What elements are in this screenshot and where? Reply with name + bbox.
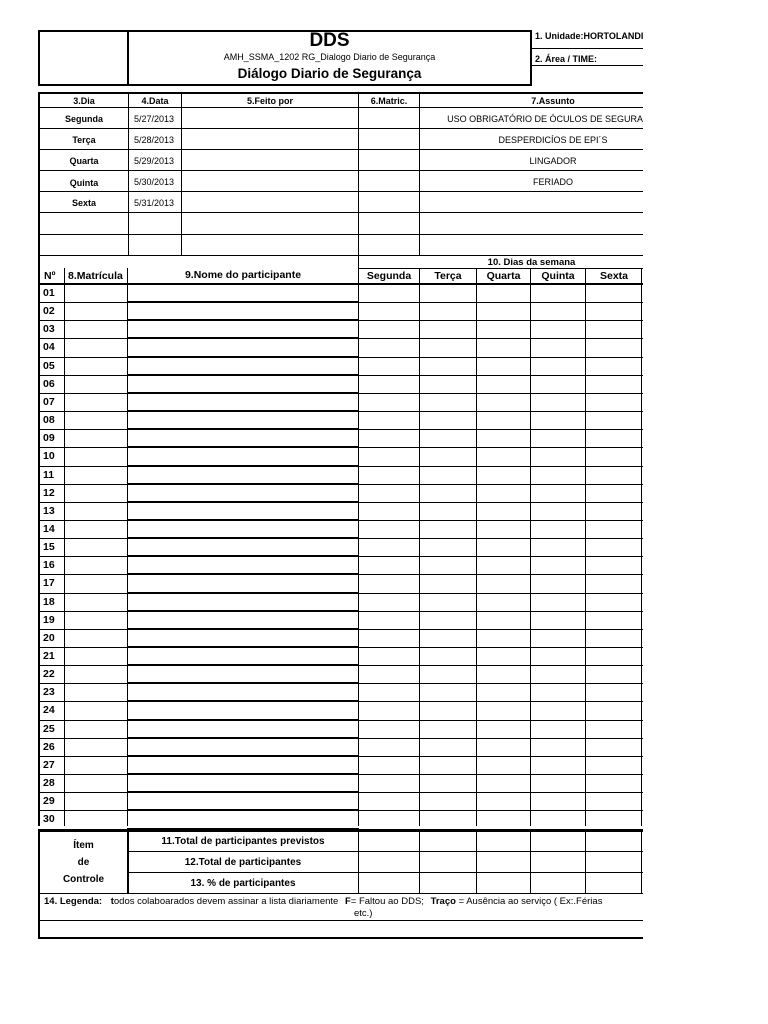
participant-number: 30 — [43, 813, 55, 825]
participant-number: 25 — [43, 723, 55, 735]
schedule-col-line — [358, 92, 359, 256]
legend-f: F — [344, 896, 351, 907]
participant-name-underline — [127, 446, 359, 448]
participant-number: 20 — [43, 632, 55, 644]
participant-number: 15 — [43, 541, 55, 553]
schedule-data: 5/31/2013 — [134, 198, 175, 208]
header-bottom-border — [38, 84, 532, 86]
schedule-assunto: USO OBRIGATÓRIO DE ÓCULOS DE SEGURA — [447, 114, 643, 124]
header-left-border — [38, 30, 40, 86]
legend-line — [44, 896, 643, 908]
participant-number: 01 — [43, 287, 55, 299]
participant-number: 14 — [43, 523, 55, 535]
total-participantes-label: 12.Total de participantes — [184, 857, 302, 868]
form-subtitle: Diálogo Diario de Segurança — [237, 66, 422, 81]
participant-name-underline — [127, 356, 359, 358]
schedule-col-line — [181, 92, 182, 256]
legend-text-4: etc.) — [354, 908, 373, 919]
schedule-assunto: LINGADOR — [529, 156, 577, 166]
participant-name-underline — [127, 719, 359, 721]
legend-text-3: = Ausência ao serviço ( Ex:.Férias — [458, 896, 603, 907]
participant-name-underline — [127, 773, 359, 775]
days-title: 10. Dias da semana — [487, 257, 576, 268]
legend-text-1: odos colaboarados devem assinar a lista diariamente — [113, 896, 339, 907]
participant-number: 07 — [43, 396, 55, 408]
participant-name-underline — [127, 501, 359, 503]
participant-name-underline — [127, 700, 359, 702]
col-matricula: 8.Matrícula — [68, 270, 123, 282]
participant-name-underline — [127, 592, 359, 594]
control-col-line — [641, 830, 642, 894]
item-label: Ítem — [73, 840, 94, 851]
col-quarta: Quarta — [486, 270, 521, 282]
participant-number: 12 — [43, 487, 55, 499]
schedule-data: 5/29/2013 — [134, 156, 175, 166]
participant-name-underline — [127, 337, 359, 339]
participant-number: 06 — [43, 378, 55, 390]
col-segunda: Segunda — [366, 270, 412, 282]
participant-name-underline — [127, 755, 359, 757]
participant-name-underline — [127, 610, 359, 612]
participant-name-underline — [127, 809, 359, 811]
control-row-line — [128, 872, 643, 873]
total-previstos-label: 11.Total de participantes previstos — [161, 836, 325, 847]
schedule-data: 5/28/2013 — [134, 135, 175, 145]
control-col-line — [419, 830, 420, 894]
col-assunto: 7.Assunto — [531, 96, 575, 106]
participant-number: 13 — [43, 505, 55, 517]
col-nome: 9.Nome do participante — [184, 269, 302, 281]
participant-name-underline — [127, 519, 359, 521]
participant-number: 23 — [43, 686, 55, 698]
item-label: Controle — [62, 874, 105, 885]
legend-t: t — [110, 896, 114, 907]
participant-name-underline — [127, 628, 359, 630]
schedule-dia: Segunda — [64, 114, 103, 124]
participants-header-border — [38, 283, 643, 285]
participants-col-line — [419, 268, 420, 826]
area-divider — [530, 65, 643, 66]
form-code: AMH_SSMA_1202 RG_Dialogo Diario de Segurança — [223, 52, 436, 62]
schedule-col-line — [128, 92, 129, 256]
control-col-line — [585, 830, 586, 894]
participant-name-underline — [127, 791, 359, 793]
schedule-dia: Sexta — [71, 198, 97, 208]
legend-label: 14. Legenda: — [44, 896, 103, 907]
days-title-border — [358, 268, 643, 269]
participant-name-underline — [127, 483, 359, 485]
control-col-line — [358, 830, 359, 894]
form-bottom-border — [38, 937, 643, 939]
participant-number: 03 — [43, 323, 55, 335]
schedule-dia: Quinta — [69, 178, 99, 188]
percent-label: 13. % de participantes — [190, 878, 296, 889]
participant-name-underline — [127, 646, 359, 648]
participant-number: 27 — [43, 759, 55, 771]
participants-col-line — [585, 268, 586, 826]
col-dia: 3.Dia — [73, 96, 95, 106]
participant-name-underline — [127, 301, 359, 303]
participant-name-underline — [127, 319, 359, 321]
col-feito-por: 5.Feito por — [246, 96, 293, 106]
unit-label: 1. Unidade:HORTOLANDI — [535, 31, 643, 41]
participant-number: 17 — [43, 577, 55, 589]
participant-number: 21 — [43, 650, 55, 662]
participant-number: 02 — [43, 305, 55, 317]
participant-name-underline — [127, 392, 359, 394]
schedule-dia: Quarta — [69, 156, 99, 166]
participant-name-underline — [127, 465, 359, 467]
col-sexta: Sexta — [599, 270, 629, 282]
control-col-line — [476, 830, 477, 894]
control-row-line — [128, 851, 643, 852]
participant-name-underline — [127, 374, 359, 376]
col-data: 4.Data — [141, 96, 169, 106]
participant-number: 16 — [43, 559, 55, 571]
legend-left-border — [38, 893, 40, 939]
participant-number: 26 — [43, 741, 55, 753]
participant-name-underline — [127, 573, 359, 575]
participant-number: 10 — [43, 450, 55, 462]
col-terca: Terça — [434, 270, 462, 282]
participant-name-underline — [127, 682, 359, 684]
participant-name-underline — [127, 537, 359, 539]
schedule-assunto: FERIADO — [532, 177, 573, 187]
col-matric: 6.Matric. — [370, 96, 408, 106]
participant-number: 08 — [43, 414, 55, 426]
form-title: DDS — [309, 30, 350, 51]
participant-number: 28 — [43, 777, 55, 789]
legend-traco: Traço — [430, 896, 456, 907]
col-num: Nº — [44, 270, 56, 282]
participant-name-underline — [127, 555, 359, 557]
participant-number: 11 — [43, 469, 55, 481]
schedule-assunto: DESPERDICÍOS DE EPI´S — [498, 135, 608, 145]
item-label: de — [77, 857, 90, 868]
schedule-data: 5/27/2013 — [134, 114, 175, 124]
schedule-data: 5/30/2013 — [134, 177, 175, 187]
participant-number: 29 — [43, 795, 55, 807]
col-quinta: Quinta — [541, 270, 575, 282]
area-label: 2. Área / TIME: — [535, 54, 598, 64]
control-col-line — [530, 830, 531, 894]
participant-number: 09 — [43, 432, 55, 444]
participant-number: 24 — [43, 704, 55, 716]
legend-divider — [38, 920, 643, 921]
participants-col-line — [358, 255, 359, 826]
participants-col-line — [641, 268, 642, 826]
participant-number: 18 — [43, 596, 55, 608]
participant-name-underline — [127, 428, 359, 430]
schedule-dia: Terça — [72, 135, 96, 145]
unit-divider — [530, 48, 643, 49]
participant-number: 22 — [43, 668, 55, 680]
participant-number: 19 — [43, 614, 55, 626]
legend-text-2: = Faltou ao DDS; — [350, 896, 424, 907]
participant-name-underline — [127, 664, 359, 666]
participants-col-line — [530, 268, 531, 826]
participant-name-underline — [127, 737, 359, 739]
participants-col-line — [476, 268, 477, 826]
participant-name-underline — [127, 410, 359, 412]
header-right-divider — [530, 30, 532, 86]
participant-number: 05 — [43, 360, 55, 372]
participant-number: 04 — [43, 341, 55, 353]
participants-col-line — [127, 268, 128, 826]
